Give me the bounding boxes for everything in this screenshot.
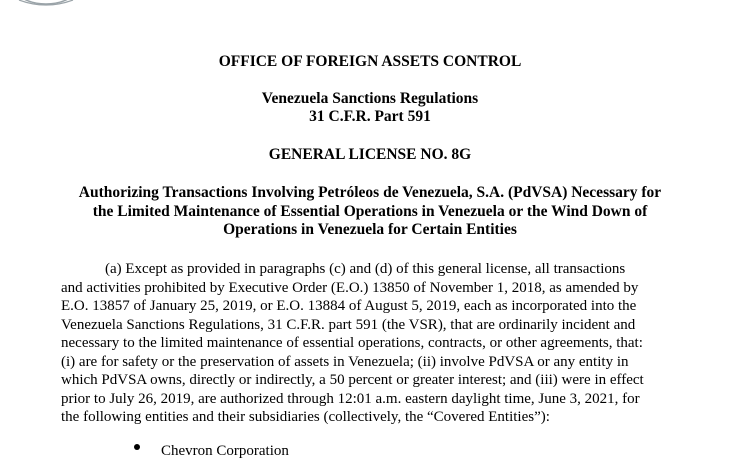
cfr-citation: 31 C.F.R. Part 591 [309,108,431,125]
regulations-title: Venezuela Sanctions Regulations [261,90,479,107]
paragraph-line: and activities prohibited by Executive Order (E.O.) 13850 of November 1, 2018, as amended by [61,280,639,296]
paragraph-line: prior to July 26, 2019, are authorized through 12:01 a.m. eastern daylight time, June 3, 2021, for [61,391,640,407]
paragraph-line: (i) are for safety or the preservation of assets in Venezuela; (ii) involve PdVSA or any entity in [61,354,629,370]
paragraph-line: the following entities and their subsidiaries (collectively, the “Covered Entities”): [61,409,550,425]
subject-line: Operations in Venezuela for Certain Entities [223,221,517,238]
subject-line: the Limited Maintenance of Essential Operations in Venezuela or the Wind Down of [92,203,648,220]
paragraph-line: necessary to the limited maintenance of essential operations, contracts, or other agreements, that: [61,335,643,351]
paragraph-line: E.O. 13857 of January 25, 2019, or E.O. 13884 of August 5, 2019, each as incorporated into the [61,298,637,314]
office-heading: OFFICE OF FOREIGN ASSETS CONTROL [218,53,522,70]
bullet-icon [134,444,140,450]
license-number: GENERAL LICENSE NO. 8G [268,146,472,163]
treasury-seal-icon [5,0,87,6]
paragraph-line: (a) Except as provided in paragraphs (c) and (d) of this general license, all transactions [105,261,626,277]
paragraph-line: which PdVSA owns, directly or indirectly, a 50 percent or greater interest; and (iii) were in effect [61,372,644,388]
paragraph-line: Venezuela Sanctions Regulations, 31 C.F.R. part 591 (the VSR), that are ordinarily incident and [61,317,636,333]
subject-line: Authorizing Transactions Involving Petróleos de Venezuela, S.A. (PdVSA) Necessary for [78,184,662,201]
entity-list-item: Chevron Corporation [161,443,289,459]
